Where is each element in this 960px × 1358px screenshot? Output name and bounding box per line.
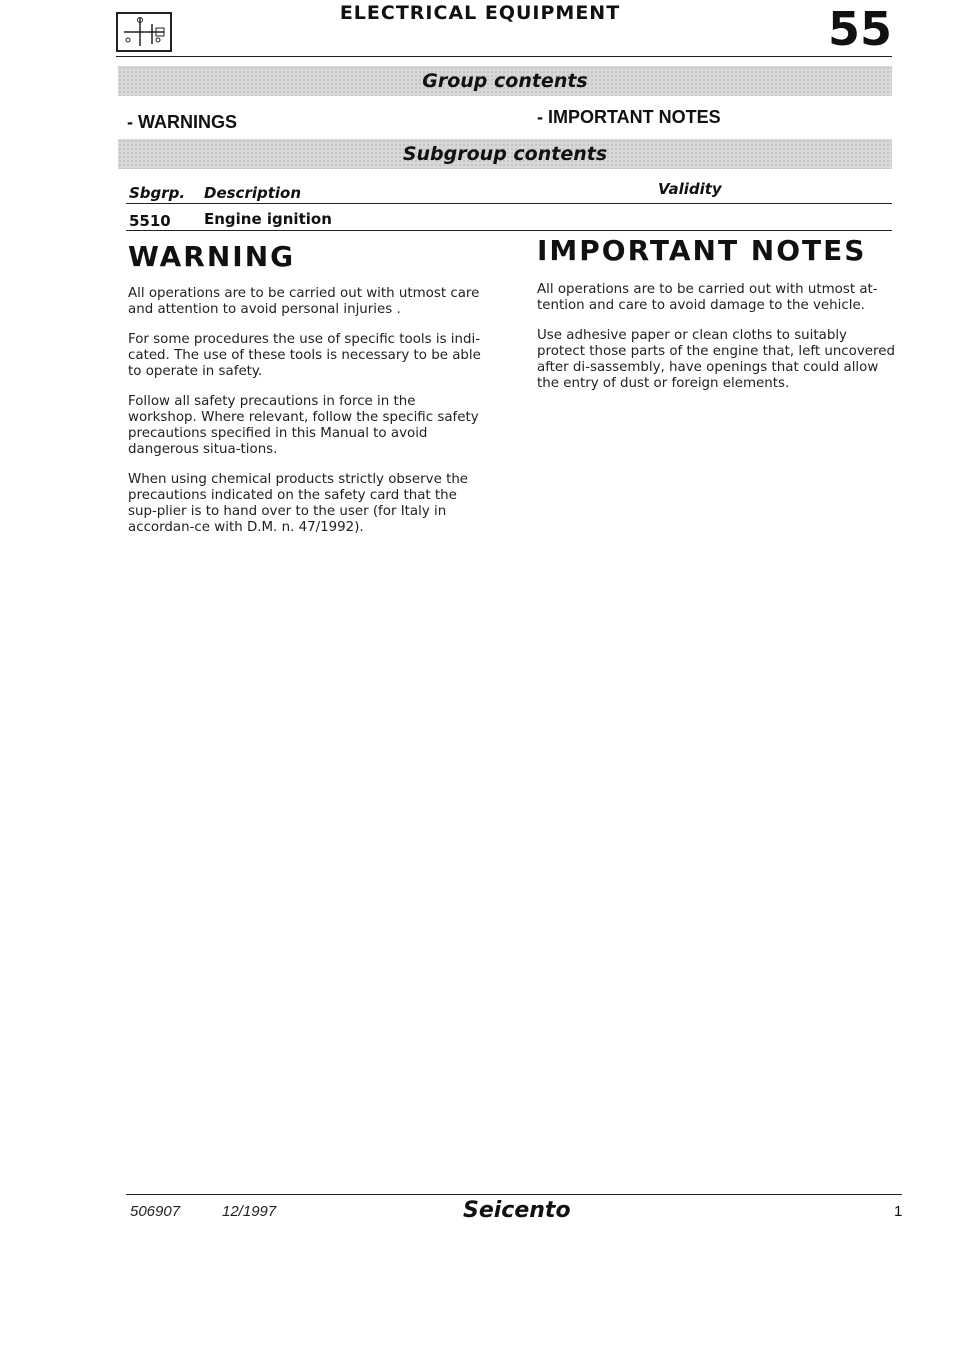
warning-paragraph: When using chemical products strictly observe the precautions indicated on the safety card that the sup-plier is to hand over to the user (for Italy in accordan-ce with D.M. n. 47/1992). (128, 472, 469, 535)
footer-brand-logo: Seicento (463, 1198, 571, 1223)
important-notes-heading: IMPORTANT NOTES (537, 234, 867, 267)
page-header-title: ELECTRICAL EQUIPMENT (339, 2, 621, 24)
warning-paragraph: All operations are to be carried out with utmost care and attention to avoid personal injuries . (128, 286, 480, 317)
important-notes-body (537, 282, 897, 392)
group-contents-heading: Group contents (422, 70, 588, 92)
column-header-description: Description (204, 184, 302, 202)
group-item-warnings: - WARNINGS (127, 112, 237, 132)
important-notes-paragraph: All operations are to be carried out with utmost at-tention and care to avoid damage to the vehicle. (537, 282, 878, 313)
table-cell-description: Engine ignition (204, 210, 332, 228)
warning-paragraph: Follow all safety precautions in force in the workshop. Where relevant, follow the specific safety precautions specified in this Manual to avoid dangerous situa-tions. (128, 394, 479, 457)
warning-section (128, 240, 488, 550)
footer-page-number: 1 (894, 1203, 903, 1220)
table-row-rule (126, 230, 892, 231)
footer-date: 12/1997 (222, 1203, 277, 1220)
important-notes-paragraph: Use adhesive paper or clean cloths to suitably protect those parts of the engine that, left uncovered after di-sassembly, have openings that could allow the entry of dust or foreign elements. (537, 328, 895, 391)
important-notes-section (537, 234, 897, 406)
table-header-rule (126, 203, 892, 204)
footer-doc-code: 506907 (130, 1203, 181, 1220)
column-header-sbgrp: Sbgrp. (129, 184, 186, 202)
warning-heading: WARNING (128, 240, 296, 273)
footer-rule (126, 1194, 902, 1195)
subgroup-contents-heading: Subgroup contents (402, 143, 608, 165)
group-item-important-notes: - IMPORTANT NOTES (537, 107, 721, 127)
group-contents-band (118, 66, 892, 96)
header-rule (116, 56, 892, 57)
table-cell-sbgrp: 5510 (129, 212, 171, 230)
warning-paragraph: For some procedures the use of specific tools is indi-cated. The use of these tools is necessary to be able to operate in safety. (128, 332, 481, 379)
column-header-validity: Validity (658, 180, 722, 198)
warning-body (128, 286, 488, 536)
subgroup-contents-band (118, 139, 892, 169)
section-number: 55 (827, 2, 892, 56)
